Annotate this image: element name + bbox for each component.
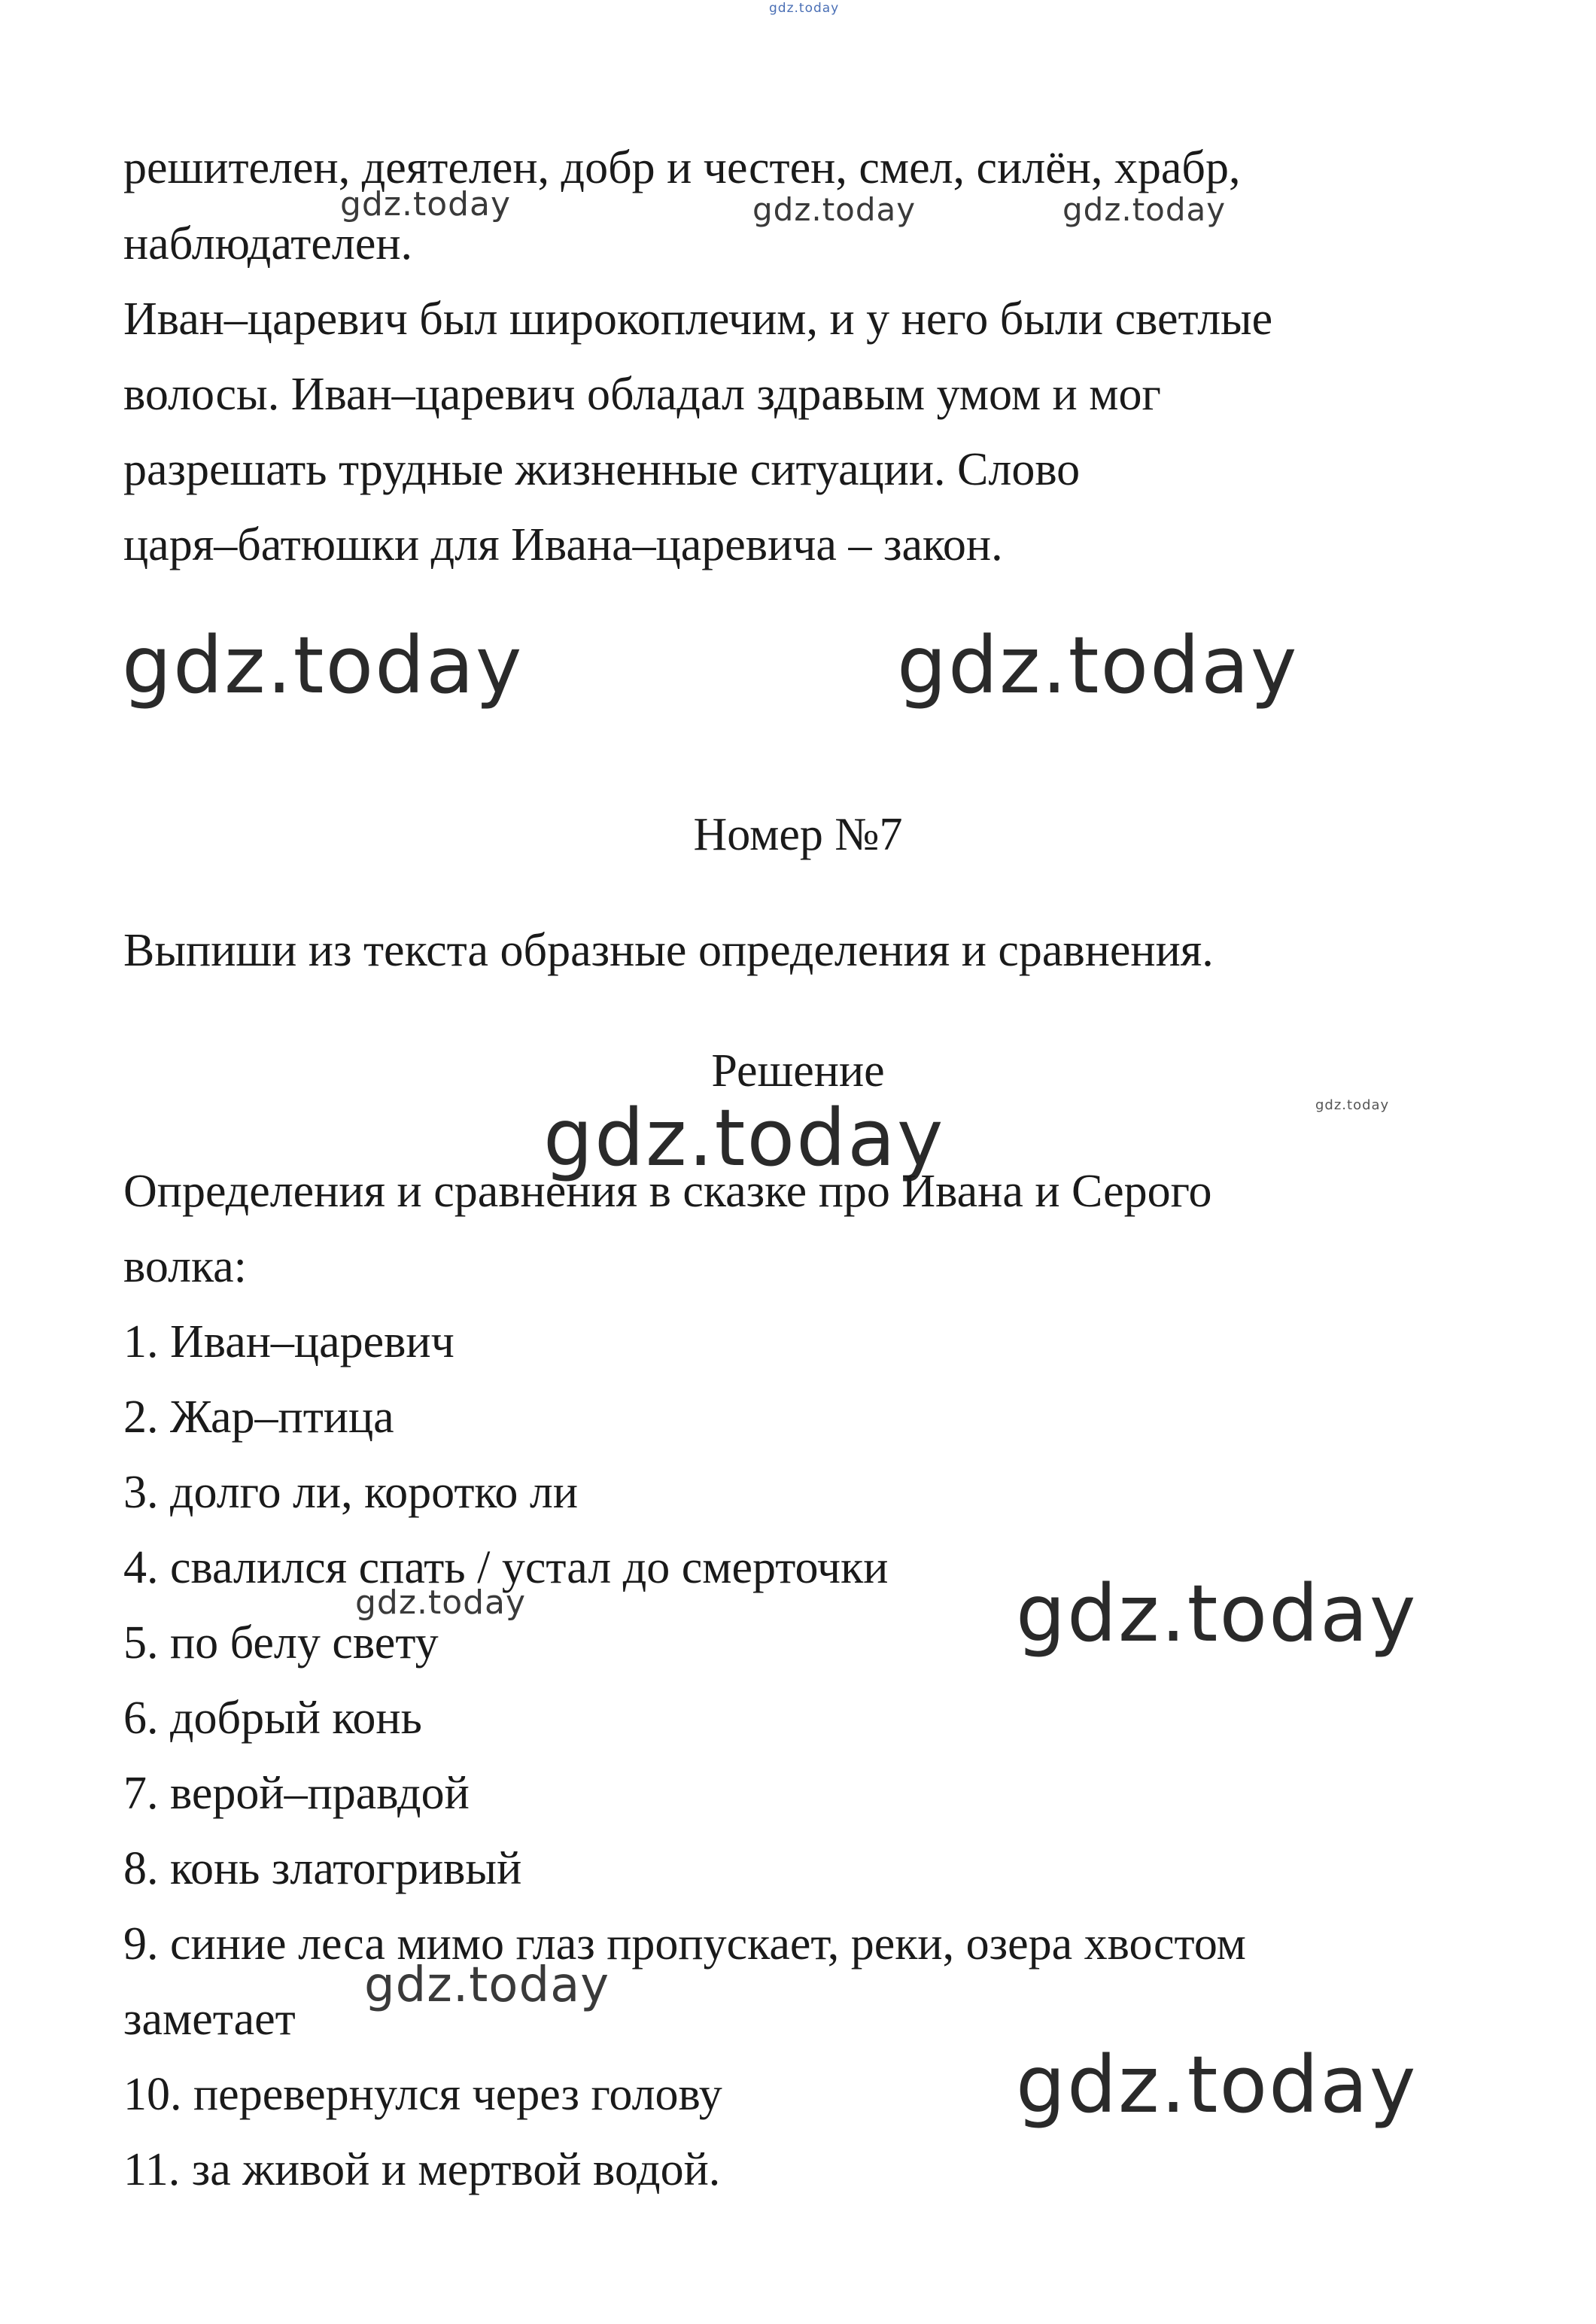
watermark-large: gdz.today xyxy=(122,619,524,711)
list-item: 2. Жар–птица xyxy=(123,1392,394,1443)
task-text: Выпиши из текста образные определения и сравнения. xyxy=(123,925,1214,976)
watermark-large: gdz.today xyxy=(897,619,1299,711)
watermark-small: gdz.today xyxy=(1062,191,1227,228)
solution-intro-line-2: волка: xyxy=(123,1241,247,1292)
list-item: 7. верой–правдой xyxy=(123,1768,470,1819)
continuation-line-6: царя–батюшки для Ивана–царевича – закон. xyxy=(123,519,1003,570)
list-item: заметает xyxy=(123,1994,296,2045)
watermark-large: gdz.today xyxy=(1016,1568,1418,1659)
list-item: 3. долго ли, коротко ли xyxy=(123,1467,579,1518)
solution-intro-line-1: Определения и сравнения в сказке про Ивана и Серого xyxy=(123,1166,1212,1217)
list-item: 5. по белу свету xyxy=(123,1617,439,1668)
continuation-line-3: Иван–царевич был широкоплечим, и у него были светлые xyxy=(123,294,1273,345)
list-item: 11. за живой и мертвой водой. xyxy=(123,2144,721,2195)
watermark-small: gdz.today xyxy=(364,1957,610,2013)
watermark-small: gdz.today xyxy=(752,191,917,228)
list-item: 6. добрый конь xyxy=(123,1693,422,1744)
watermark-large: gdz.today xyxy=(543,1092,945,1184)
continuation-line-5: разрешать трудные жизненные ситуации. Слово xyxy=(123,444,1081,495)
list-item: 10. перевернулся через голову xyxy=(123,2069,722,2120)
task-title: Номер №7 xyxy=(693,809,903,860)
continuation-line-4: волосы. Иван–царевич обладал здравым умом и мог xyxy=(123,369,1161,420)
list-item: 4. свалился спать / устал до смерточки xyxy=(123,1542,889,1593)
continuation-line-1: решителен, деятелен, добр и честен, смел, силён, храбр, xyxy=(123,142,1241,193)
watermark-small: gdz.today xyxy=(355,1583,527,1622)
watermark-tiny: gdz.today xyxy=(1315,1097,1390,1113)
continuation-line-2: наблюдателен. xyxy=(123,218,413,269)
solution-title: Решение xyxy=(711,1045,885,1097)
list-item: 8. конь златогривый xyxy=(123,1843,522,1894)
watermark-large: gdz.today xyxy=(1016,2039,1418,2131)
watermark-small: gdz.today xyxy=(340,185,512,224)
list-item: 1. Иван–царевич xyxy=(123,1316,454,1367)
watermark-top-tiny: gdz.today xyxy=(769,1,840,16)
list-item: 9. синие леса мимо глаз пропускает, реки, озера хвостом xyxy=(123,1918,1246,1970)
